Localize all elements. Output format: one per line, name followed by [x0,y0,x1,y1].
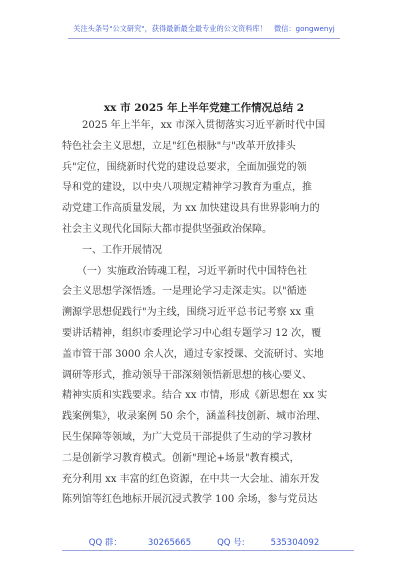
body-line: 会主义思想学深悟透。一是理论学习走深走实。以"循迹 [62,286,307,298]
qq-group-label: QQ 群： [88,538,122,548]
body-line: 导和党的建设，以中央八项规定精神学习教育为重点，推 [62,182,312,194]
qq-group-value: 30265665 [147,538,192,548]
body-line: 精神实质和实践要求。结合 xx 市情，形成《新思想在 xx 实 [62,390,328,402]
body-line: 社会主义现代化国际大都市提供坚强政治保障。 [62,223,272,235]
body-line: 溯源学思想促践行"为主线，围绕习近平总书记考察 xx 重 [62,307,315,319]
section-heading: 一、工作开展情况 [62,244,162,256]
footer-qq-number [217,538,319,548]
body-line: 践案例集》，收录案例 50 余个，涵盖科技创新、城市治理、 [62,411,327,423]
body-line: 二是创新学习教育模式。创新"理论+场景"教育模式， [62,452,300,464]
body-line: 陈列馆等红色地标开展沉浸式教学 100 余场，参与党员达 [62,494,318,506]
body-line: 盖市管干部 3000 余人次，通过专家授课、交流研讨、实地 [62,348,324,360]
body-line: 要讲话精神，组织市委理论学习中心组专题学习 12 次，覆 [62,327,322,339]
header-banner: 关注头条号"公文研究"，获得最新最全最专业的公文资料库！ 微信：gongwenyj [73,24,335,33]
body-line: 动党建工作高质量发展，为 xx 加快建设具有世界影响力的 [62,203,320,215]
body-line: 特色社会主义思想，立足"红色根脉"与"改革开放排头 [62,140,296,152]
header-divider [68,38,340,39]
body-line: 充分利用 xx 丰富的红色资源，在中共一大会址、浦东开发 [62,473,320,485]
body-line: 调研等形式，推动领导干部深刻领悟新思想的核心要义、 [62,369,312,381]
body-line: （一）实施政治铸魂工程，习近平新时代中国特色社 [62,265,307,277]
footer-contact [0,536,408,548]
document-body [62,116,354,511]
body-line: 兵"定位，围绕新时代党的建设总要求，全面加强党的领 [62,161,307,173]
body-line: 民生保障等领域，为广大党员干部提供了生动的学习教材 [62,431,312,443]
footer-divider [62,550,354,551]
body-line: 2025 年上半年，xx 市深入贯彻落实习近平新时代中国 [62,120,326,131]
footer-qq-group [89,538,191,548]
qq-number-value: 535304092 [270,538,320,548]
qq-number-label: QQ 号: [217,538,245,548]
document-title: xx 市 2025 年上半年党建工作情况总结 2 [103,102,305,114]
